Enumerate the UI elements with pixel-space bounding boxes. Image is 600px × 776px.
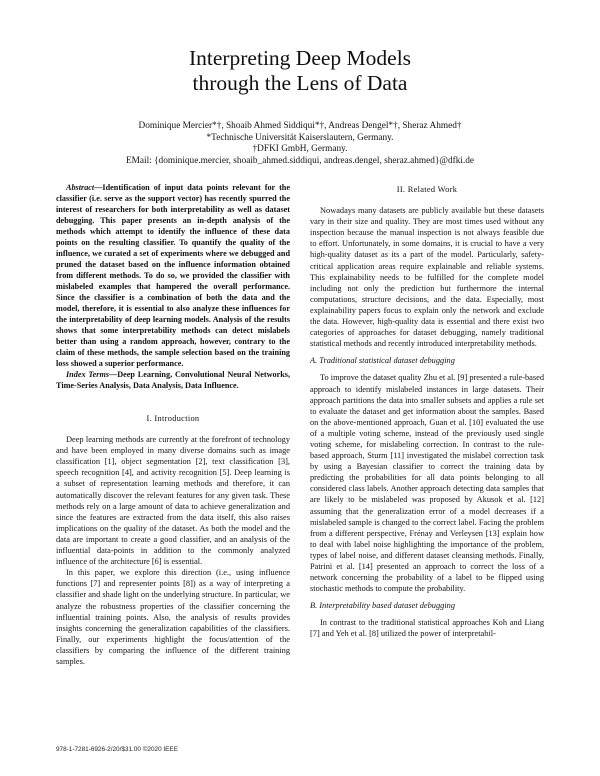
abstract xyxy=(56,182,290,369)
subsection-heading-a: A. Traditional statistical dataset debugging xyxy=(310,356,455,366)
title-line-2: through the Lens of Data xyxy=(192,71,408,95)
related-paragraph-3: In contrast to the traditional statistical approaches Koh and Liang [7] and Yeh et al. [8] utilized the power of interpretabil- xyxy=(310,618,544,639)
affiliation-2: †DFKI GmbH, Germany. xyxy=(252,144,348,154)
abstract-label: Abstract xyxy=(66,183,95,192)
affiliation-1: *Technische Universität Kaiserslautern, Germany. xyxy=(206,132,394,143)
author-block xyxy=(0,121,600,167)
intro-paragraph-2: In this paper, we explore this direction (i.e., using influence functions [7] and representer points [8]) as a way of interpreting a classifier and shade light on the underlying structure. In particular, we analyze the robustness properties of the classifier concerning the influential training points. Also, the analysis of results provides insights concerning the generalization capabilities of the classifiers. Finally, our experiments highlight the focus/attention of the classifiers by comparing the influence of the different training samples. xyxy=(56,568,290,666)
index-terms-label: Index Terms xyxy=(66,370,110,379)
section-heading-introduction: I. Introduction xyxy=(146,414,200,423)
related-paragraph-2: To improve the dataset quality Zhu et al. [9] presented a rule-based approach to identify mislabeled instances in large datasets. Their approach partitions the data into smaller subsets and applies a rule set to evaluate the dataset and get information about the samples. Based on the above-mentioned approach, Guan et al. [10] evaluated the use of a multiple voting scheme, instead of the previously used single voting scheme, for mislabeling correction. In contrast to the rule-based approach, Sturm [11] investigated the mislabel correction task by using a Bayesian classifier to correct the training data by predicting the probabilities for all data points belonging to all considered class labels. Another approach detecting data samples that are likely to be mislabeled was proposed by Akusok et al. [12] assuming that the generalization error of a model decreases if a mislabeled sample is changed to the correct label. Facing the problem from a different perspective, Frénay and Verleysen [13] explain how to deal with label noise highlighting the importance of the problem, types of label noise, and different dataset cleansing methods. Finally, Patrini et al. [14] presented an approach to correct the loss of a network concerning the probability of a label to be flipped using stochastic methods to compute the probability. xyxy=(310,373,544,594)
subsection-heading-b: B. Interpretability based dataset debugging xyxy=(310,601,455,611)
related-paragraph-1: Nowadays many datasets are publicly available but these datasets vary in their size and quality. They are most times used without any inspection because the manual inspection is not always feasible due to effort. Unfortunately, in some domains, it is crucial to have a very high-quality dataset as its a part of the model. Particularly, safety-critical application areas require explainable and reliable systems. This explainability needs to be fulfilled for the complete model including not only the prediction but furthermore the internal computations, structure decisions, and the data. Especially, most explainability papers focus to explain only the network and exclude the data. However, high-quality data is essential and there exist two categories of approaches for dataset debugging, namely traditional statistical methods and recently introduced interpretability methods. xyxy=(310,206,544,349)
intro-paragraph-1: Deep learning methods are currently at the forefront of technology and have been employed in many diverse domains such as image classification [1], object segmentation [2], text classification [3], speech recognition [4], and activity recognition [5]. Deep learning is a subset of representation learning methods and therefore, it can automatically discover the relevant features for any given task. These methods rely on a large amount of data to achieve generalization and since the features are extracted from the data itself, this also raises implications on the quality of the dataset. As both the model and the data are important to create a good classifier, and an analysis of the influential data-points in addition to the commonly analyzed influence of the architecture [6] is essential. xyxy=(56,435,290,567)
paper-title xyxy=(0,46,600,96)
title-line-1: Interpreting Deep Models xyxy=(188,46,412,70)
copyright-footer: 978-1-7281-6926-2/20/$31.00 ©2020 IEEE xyxy=(56,746,178,753)
author-names: Dominique Mercier*†, Shoaib Ahmed Siddiqui*†, Andreas Dengel*†, Sheraz Ahmed† xyxy=(138,121,462,131)
abstract-text: —Identification of input data points relevant for the classifier (i.e. serve as the support vector) has recently spurred the interest of researchers for both interpretability as well as dataset debugging. This paper presents an in-depth analysis of the methods which attempt to identify the influence of these data points on the resulting classifier. To quantify the quality of the influence, we curated a set of experiments where we debugged and pruned the dataset based on the influence information obtained from different methods. To do so, we provided the classifier with mislabeled examples that hampered the overall performance. Since the classifier is a combination of both the data and the model, therefore, it is essential to also analyze these influences for the interpretability of deep learning models. Analysis of the results shows that some interpretability methods can detect mislabels better than using a random approach, however, contrary to the claim of these methods, the sample selection based on the training loss showed a superior performance. xyxy=(56,183,290,368)
index-terms xyxy=(56,369,290,391)
section-heading-related-work: II. Related Work xyxy=(396,185,458,194)
index-terms-text: —Deep Learning, Convolutional Neural Networks, Time-Series Analysis, Data Analysis, Data Influence. xyxy=(56,370,290,390)
left-column xyxy=(56,182,290,667)
right-column xyxy=(310,182,544,640)
author-emails: EMail: {dominique.mercier, shoaib_ahmed.siddiqui, andreas.dengel, sheraz.ahmed}@dfki.de xyxy=(125,155,475,166)
